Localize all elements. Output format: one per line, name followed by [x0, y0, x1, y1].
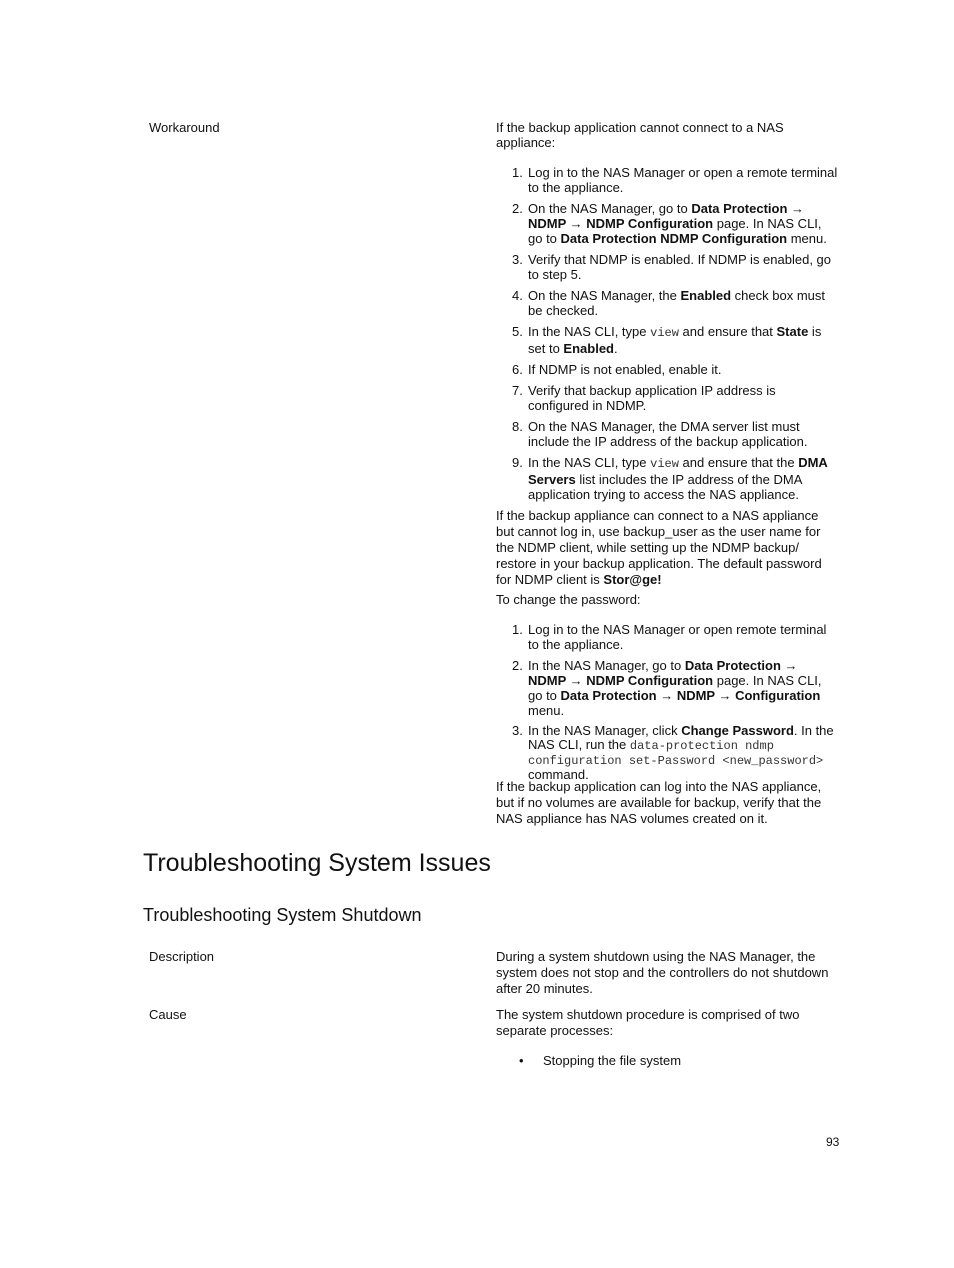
workaround-steps: [496, 165, 838, 502]
description-text: During a system shutdown using the NAS Manager, the system does not stop and the controllers do not shutdown after 20 minutes.: [496, 949, 829, 996]
subsection-title: Troubleshooting System Shutdown: [143, 905, 422, 925]
list-item: 7. Verify that backup application IP address is configured in NDMP.: [512, 383, 776, 413]
cause-text: The system shutdown procedure is comprised of two separate processes:: [496, 1007, 800, 1038]
section-title: Troubleshooting System Issues: [143, 849, 491, 877]
volumes-paragraph: If the backup application can log into the NAS appliance, but if no volumes are available for backup, verify that the NAS appliance has NAS volumes created on it.: [496, 779, 822, 826]
list-item: 3. Verify that NDMP is enabled. If NDMP is enabled, go to step 5.: [512, 252, 832, 282]
list-item: 6. If NDMP is not enabled, enable it.: [512, 362, 722, 377]
change-password-intro: To change the password:: [496, 592, 641, 607]
list-item: Stopping the file system: [543, 1053, 682, 1068]
workaround-intro: If the backup application cannot connect to a NAS appliance:: [496, 120, 784, 150]
list-item: 3. In the NAS Manager, click Change Password. In the NAS CLI, run the data-protection ndmp configuration set-Password <new_password> command.: [512, 723, 834, 782]
login-paragraph: If the backup appliance can connect to a NAS appliance but cannot log in, use backup_user as the user name for the NDMP client, while setting up the NDMP backup/ restore in your backup application. The default password for NDMP client is Stor@ge!: [496, 508, 822, 587]
description-label: Description: [149, 949, 215, 964]
cause-label: Cause: [149, 1007, 187, 1022]
list-item: 8. On the NAS Manager, the DMA server list must include the IP address of the backup application.: [512, 419, 808, 449]
list-item: 4. On the NAS Manager, the Enabled check box must be checked.: [512, 288, 825, 318]
bullet-icon: •: [519, 1053, 524, 1068]
list-item: 1. Log in to the NAS Manager or open a remote terminal to the appliance.: [512, 165, 838, 195]
list-item: 5. In the NAS CLI, type view and ensure that State is set to Enabled.: [512, 324, 822, 356]
workaround-content: [496, 120, 838, 502]
page-number: 93: [826, 1135, 840, 1149]
workaround-label: Workaround: [149, 120, 220, 135]
change-password-steps: [496, 622, 838, 782]
list-item: 2. In the NAS Manager, go to Data Protection → NDMP → NDMP Configuration page. In NAS CLI, go to Data Protection → NDMP → Configuration menu.: [512, 658, 822, 718]
list-item: 9. In the NAS CLI, type view and ensure that the DMA Servers list includes the IP address of the DMA application trying to access the NAS appliance.: [512, 455, 828, 502]
list-item: 2. On the NAS Manager, go to Data Protection → NDMP → NDMP Configuration page. In NAS CLI, go to Data Protection NDMP Configuration menu.: [512, 201, 827, 246]
list-item: 1. Log in to the NAS Manager or open remote terminal to the appliance.: [512, 622, 827, 652]
